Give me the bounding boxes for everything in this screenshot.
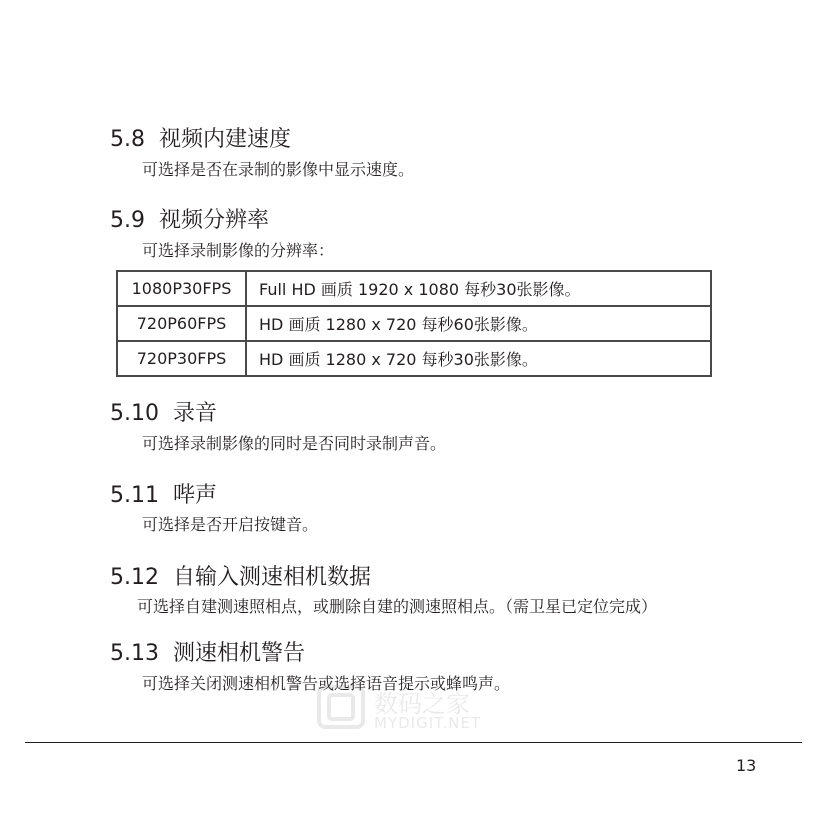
section-number: 5.13 (110, 641, 159, 666)
resolution-table (116, 270, 712, 377)
section-description: 可选择关闭测速相机警告或选择语音提示或蜂鸣声。 (142, 674, 511, 693)
section-number: 5.9 (110, 208, 145, 233)
resolution-mode-cell: 720P30FPS (117, 341, 246, 376)
section-heading-5-8 (110, 127, 291, 153)
section-title: 哔声 (172, 483, 217, 508)
section-description: 可选择是否在录制的影像中显示速度。 (142, 160, 415, 179)
page-number: 13 (736, 756, 757, 775)
watermark-en: MYDIGIT.NET (374, 714, 482, 732)
watermark-logo-icon (316, 684, 366, 730)
table-row (117, 306, 711, 341)
section-description: 可选择录制影像的同时是否同时录制声音。 (142, 434, 447, 453)
section-description: 可选择录制影像的分辨率： (142, 241, 335, 260)
resolution-mode-cell: 720P60FPS (117, 306, 246, 341)
section-title: 视频分辨率 (159, 208, 270, 233)
resolution-desc-cell: HD 画质 1280 x 720 每秒30张影像。 (246, 341, 711, 376)
resolution-desc-cell: HD 画质 1280 x 720 每秒60张影像。 (246, 306, 711, 341)
table-row (117, 271, 711, 306)
footer-rule (25, 742, 802, 743)
section-number: 5.8 (110, 127, 145, 152)
section-number: 5.12 (110, 565, 159, 590)
watermark (316, 684, 526, 734)
section-heading-5-11 (110, 483, 217, 509)
section-heading-5-13 (110, 641, 305, 667)
section-title: 录音 (172, 401, 217, 426)
watermark-cn: 数码之家 (374, 690, 470, 718)
table-row (117, 341, 711, 376)
section-heading-5-9 (110, 208, 269, 234)
resolution-mode-cell: 1080P30FPS (117, 271, 246, 306)
resolution-desc-cell: Full HD 画质 1920 x 1080 每秒30张影像。 (246, 271, 711, 306)
section-description: 可选择自建测速照相点，或删除自建的测速照相点。（需卫星已定位完成） (137, 597, 658, 616)
section-title: 视频内建速度 (159, 127, 292, 152)
section-title: 自输入测速相机数据 (172, 565, 371, 590)
section-heading-5-12 (110, 565, 371, 591)
section-number: 5.11 (110, 483, 159, 508)
section-title: 测速相机警告 (172, 641, 305, 666)
section-description: 可选择是否开启按键音。 (142, 515, 319, 534)
section-heading-5-10 (110, 401, 217, 427)
section-number: 5.10 (110, 401, 159, 426)
